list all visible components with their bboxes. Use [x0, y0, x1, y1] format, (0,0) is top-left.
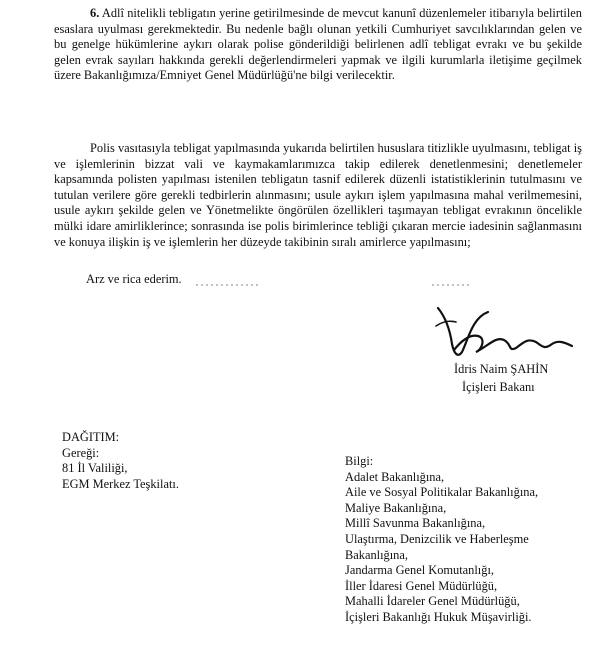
info-item: Maliye Bakanlığına, — [345, 500, 447, 515]
distribution-item: 81 İl Valiliği, — [62, 461, 128, 476]
info-item: İller İdaresi Genel Müdürlüğü, — [345, 578, 498, 593]
closing-line: Arz ve rica ederim. — [86, 272, 182, 286]
signature-image — [432, 300, 582, 370]
info-item: Millî Savunma Bakanlığına, — [345, 516, 486, 531]
paragraph-police-notification: Polis vasıtasıyla tebligat yapılmasında yukarıda belirtilen hususlara titizlikle uyulmasını, tebligat iş ve işlemlerinin bizzat vali ve kaymakamlarımızca takip edilerek denetlenmesini; denetlemeler kapsamında polisten yapılması istenilen tebligatın tasnif edilerek düzenli istatistiklerinin tutulmasını ve tutulan verilere göre gerekli tedbirlerin alınmasını; usule aykırı işlem yapılmasına mahal verilmemesini, usule aykırı şekilde gelen ve Yönetmelikte öngörülen özellikleri taşımayan tebligat evrakının öncelikle mülki idare amirliklerince; sonrasında ise polis birimlerince tebliği çıkaran mercie iadesinin sağlanmasını ve konuya ilişkin iş ve işlemlerin her düzeyde takibinin sıralı amirlerce yapılmasını; — [54, 141, 582, 249]
info-item: Ulaştırma, Denizcilik ve Haberleşme — [345, 531, 529, 546]
info-item: Bakanlığına, — [345, 547, 408, 562]
paragraph-6-number: 6. — [90, 6, 100, 20]
distribution-action-label: Gereği: — [62, 445, 100, 460]
distribution-item: EGM Merkez Teşkilatı. — [62, 476, 179, 491]
info-block — [345, 454, 595, 626]
scan-noise — [196, 284, 258, 286]
paragraph-6-text: Adlî nitelikli tebligatın yerine getirilmesinde de mevcut kanunî düzenlemeler itibarıyla belirtilen esaslara uyulması gerekmektedir. Bu nedenle bağlı olunan yetkili Cumhuriyet savcılıklarından gelen ve bu genelge hükümlerine aykırı olarak polise gönderildiği belirlenen adlî tebligat evrakı ve bu şekilde gelen evrak sayıları hakkında gerekli değerlendirmeleri yapmak ve ilgili kurumlarla iletişime geçilmek üzere Bakanlığımıza/Emniyet Genel Müdürlüğü'ne bilgi verilecektir. — [54, 6, 582, 83]
distribution-heading: DAĞITIM: — [62, 430, 120, 444]
info-item: İçişleri Bakanlığı Hukuk Müşavirliği. — [345, 609, 532, 624]
info-item: Aile ve Sosyal Politikalar Bakanlığına, — [345, 485, 539, 500]
signer-name: İdris Naim ŞAHİN — [454, 362, 549, 376]
info-item: Adalet Bakanlığına, — [345, 469, 445, 484]
info-label: Bilgi: — [345, 454, 374, 468]
paragraph-6 — [54, 6, 582, 84]
signer-title: İçişleri Bakanı — [462, 380, 535, 394]
distribution-block — [62, 430, 262, 492]
info-item: Mahalli İdareler Genel Müdürlüğü, — [345, 594, 520, 609]
info-item: Jandarma Genel Komutanlığı, — [345, 563, 494, 578]
scan-noise — [432, 284, 470, 286]
